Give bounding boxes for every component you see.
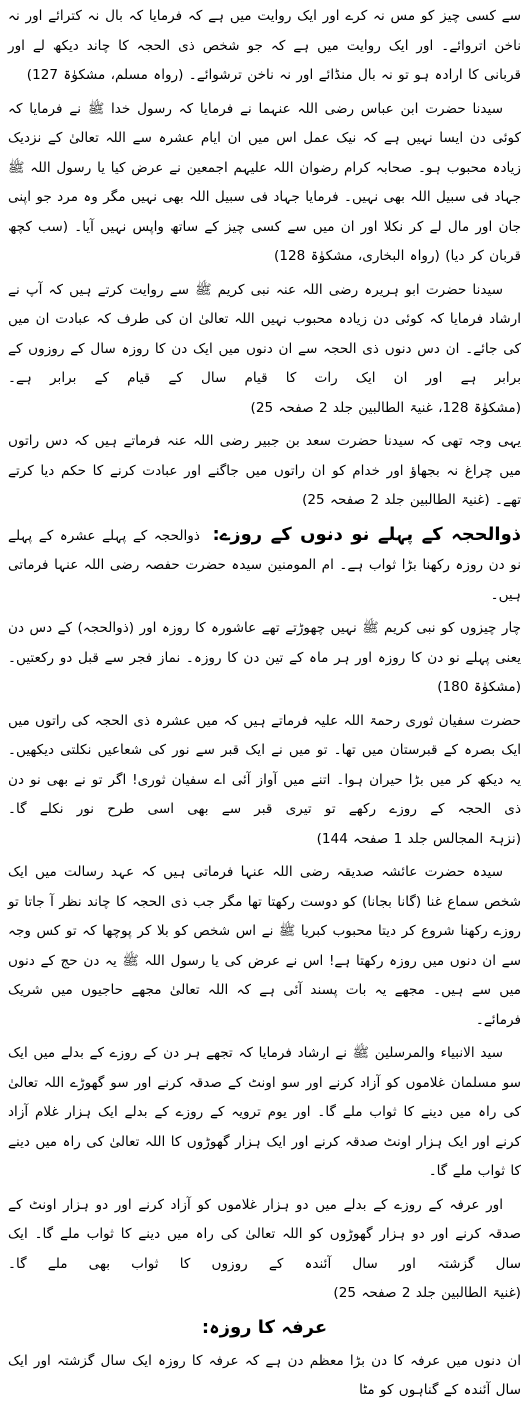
section-heading: ذوالحجہ کے پہلے نو دنوں کے روزے: xyxy=(212,523,521,545)
paragraph-text: ان دنوں میں عرفہ کا دن بڑا معظم دن ہے کہ عرفہ کا روزہ ایک سال گزشتہ اور ایک سال آئندہ کے گناہوں کو مٹا xyxy=(8,1352,521,1398)
reference-citation: (مشکوٰۃ 128، غنیۃ الطالبین جلد 2 صفحہ 25) xyxy=(250,399,521,416)
paragraph-text: سیدہ حضرت عائشہ صدیقہ رضی اللہ عنہا فرماتی ہیں کہ عہد رسالت میں ایک شخص سماع غنا (گانا بجانا) کو دوست رکھتا تھا مگر جب ذی الحجہ کا چاند نظر آ جاتا تو روزے رکھنا شروع کر دیتا محبوب کبریا ﷺ نے اس شخص کو بلا کر پوچھا کہ تو کس وجہ سے ان دنوں میں روزہ رکھتا ہے! اس نے عرض کی یا رسول اللہ ﷺ یہ دن حج کے دنوں میں سے ہیں۔ مجھے یہ بات پسند آئی ہے کہ اللہ تعالیٰ مجھے حاجیوں میں شریک فرمائے۔ xyxy=(8,864,521,1028)
paragraph-text: ذوالحجہ کے پہلے عشرہ کے پہلے نو دن روزہ رکھنا بڑا ثواب ہے۔ ام المومنین سیدہ حضرت حفصہ رضی اللہ عنہا فرماتی ہیں۔ xyxy=(8,527,521,603)
paragraph-2 xyxy=(8,95,521,272)
reference-citation: (غنیۃ الطالبین جلد 2 صفحہ 25) xyxy=(302,492,490,508)
reference-citation: (رواہ البخاری، مشکوٰۃ 128) xyxy=(274,248,440,264)
paragraph-text: یہی وجہ تھی کہ سیدنا حضرت سعد بن جبیر رضی اللہ عنہ فرماتے ہیں کہ دس راتوں میں چراغ نہ بجھاؤ اور خدام کو ان راتوں میں جاگنے اور عبادت کرنے کا حکم دیا کرتے تھے۔ xyxy=(8,433,521,508)
paragraph-text: سیدنا حضرت ابو ہریرہ رضی اللہ عنہ نبی کریم ﷺ سے روایت کرتے ہیں کہ آپ نے ارشاد فرمایا کہ کوئی دن زیادہ محبوب نہیں اللہ تعالیٰ ان کی طرف کہ عبادت ان میں کی جائے۔ ان دس دنوں ذی الحجہ سے ان دنوں میں ایک دن کا روزہ سال کے روزوں کے برابر ہے اور ان ایک رات کا قیام سال کے قیام کے برابر ہے۔ xyxy=(8,281,521,386)
paragraph-7 xyxy=(8,707,521,855)
paragraph-10 xyxy=(8,1191,521,1309)
paragraph-4 xyxy=(8,427,521,516)
reference-citation: (غنیۃ الطالبین جلد 2 صفحہ 25) xyxy=(333,1285,521,1301)
paragraph-text: سیدنا حضرت ابن عباس رضی اللہ عنہما نے فرمایا کہ رسول خدا ﷺ نے فرمایا کہ کوئی دن ایسا نہیں ہے کہ نیک عمل اس میں ان ایام عشرہ سے اللہ تعالیٰ کے نزدیک زیادہ محبوب ہو۔ صحابہ کرام رضوان اللہ علیہم اجمعین نے عرض کیا یا رسول اللہ ﷺ جہاد فی سبیل اللہ بھی نہیں۔ فرمایا جہاد فی سبیل اللہ بھی نہیں مگر وہ مرد جو اپنی جان اور مال لے کر نکلا اور ان میں سے کسی چیز کے ساتھ واپس نہیں آیا۔ (سب کچھ قربان کر دیا) xyxy=(8,100,521,264)
paragraph-1 xyxy=(8,2,521,91)
paragraph-3 xyxy=(8,276,521,424)
paragraph-6 xyxy=(8,614,521,703)
paragraph-5 xyxy=(8,520,521,611)
paragraph-text: سید الانبیاء والمرسلین ﷺ نے ارشاد فرمایا کہ تجھے ہر دن کے روزے کے بدلے میں ایک سو مسلمان غلاموں کو آزاد کرنے اور سو اونٹ کے صدقہ کرنے اور سو گھوڑے اللہ تعالیٰ کی راہ میں دینے کا ثواب ملے گا۔ اور یوم ترویہ کے روزے کے بدلے ایک ہزار غلام آزاد کرنے اور ایک ہزار اونٹ صدقہ کرنے اور ایک ہزار گھوڑوں کا اللہ تعالیٰ کی راہ میں دینے کا ثواب ملے گا۔ xyxy=(8,1045,521,1179)
paragraph-8 xyxy=(8,858,521,1035)
reference-citation: (رواہ مسلم، مشکوٰۃ 127) xyxy=(26,67,184,83)
paragraph-text: سے کسی چیز کو مس نہ کرے اور ایک روایت میں ہے کہ فرمایا کہ بال نہ کترائے اور نہ ناخن اتروائے۔ اور ایک روایت میں ہے کہ جو شخص ذی الحجہ کا چاند دیکھ لے اور قربانی کا ارادہ ہو تو نہ بال منڈائے اور نہ ناخن ترشوائے۔ xyxy=(8,8,521,83)
paragraph-text: چار چیزوں کو نبی کریم ﷺ نہیں چھوڑتے تھے عاشورہ کا روزہ اور (ذوالحجہ) کے دس دن یعنی پہلے نو دن کا روزہ اور ہر ماہ کے تین دن کا روزہ۔ نماز فجر سے قبل دو رکعتیں۔ xyxy=(8,620,521,666)
paragraph-text: اور عرفہ کے روزے کے بدلے میں دو ہزار غلاموں کو آزاد کرنے اور دو ہزار اونٹ کے صدقہ کرنے اور دو ہزار گھوڑوں کو اللہ تعالیٰ کی راہ میں دینے کا ثواب ملے گا۔ ایک سال گزشتہ اور سال آئندہ کے روزوں کا ثواب بھی ملے گا۔ xyxy=(8,1196,521,1272)
paragraph-9 xyxy=(8,1039,521,1187)
reference-citation: (نزہۃ المجالس جلد 1 صفحہ 144) xyxy=(316,830,521,847)
reference-citation: (مشکوٰۃ 180) xyxy=(437,679,521,695)
paragraph-last xyxy=(8,1347,521,1406)
section-title: عرفہ کا روزہ: xyxy=(201,1316,328,1338)
paragraph-text: حضرت سفیان ثوری رحمۃ اللہ علیہ فرماتے ہیں کہ میں عشرہ ذی الحجہ کی راتوں میں ایک بصرہ کے قبرستان میں تھا۔ تو میں نے ایک قبر سے نور کی شعاعیں نکلتی دیکھیں۔ یہ دیکھ کر میں بڑا حیران ہوا۔ اتنے میں آواز آئی اے سفیان ثوری! اگر تو نے بھی نو دن ذی الحجہ کے روزے رکھے تو تیری قبر سے بھی اسی طرح نور نکلے گا۔ xyxy=(8,712,521,817)
